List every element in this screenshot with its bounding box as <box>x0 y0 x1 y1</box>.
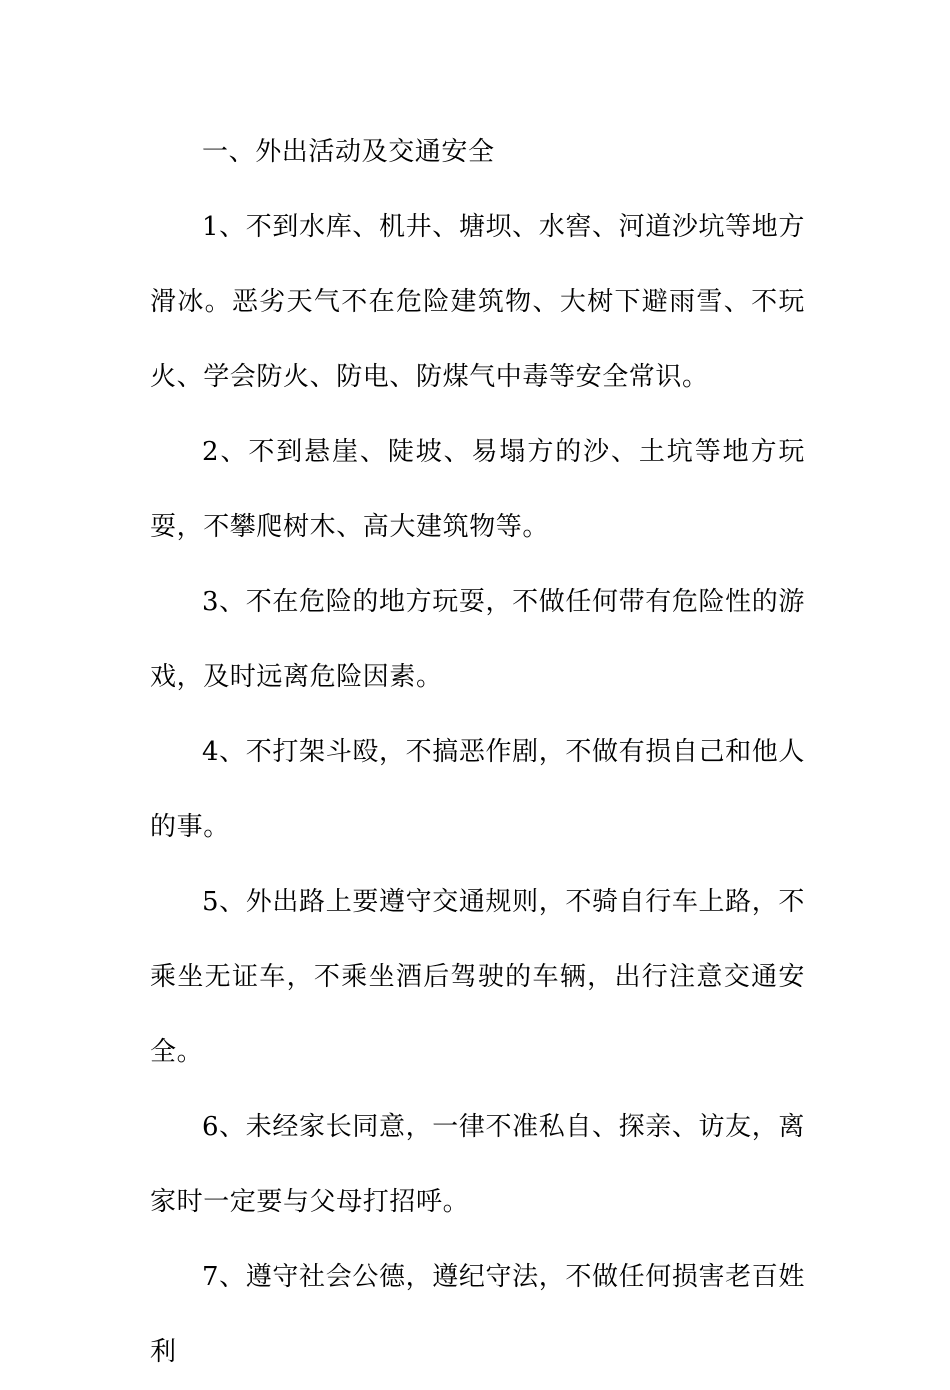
document-page <box>150 115 805 1390</box>
section-heading: 一、外出活动及交通安全 <box>202 137 495 167</box>
paragraph-5: 5、外出路上要遵守交通规则，不骑自行车上路，不乘坐无证车，不乘坐酒后驾驶的车辆，出行注意交通安全。 <box>150 887 805 1067</box>
paragraph-7: 7、遵守社会公德，遵纪守法，不做任何损害老百姓利 <box>150 1262 805 1367</box>
paragraph-4: 4、不打架斗殴，不搞恶作剧，不做有损自己和他人的事。 <box>150 737 805 842</box>
paragraph-3: 3、不在危险的地方玩耍，不做任何带有危险性的游戏，及时远离危险因素。 <box>150 587 805 692</box>
paragraph-2: 2、不到悬崖、陡坡、易塌方的沙、土坑等地方玩耍，不攀爬树木、高大建筑物等。 <box>150 437 805 542</box>
paragraph-1: 1、不到水库、机井、塘坝、水窖、河道沙坑等地方滑冰。恶劣天气不在危险建筑物、大树下避雨雪、不玩火、学会防火、防电、防煤气中毒等安全常识。 <box>150 212 805 392</box>
paragraph-6: 6、未经家长同意，一律不准私自、探亲、访友，离家时一定要与父母打招呼。 <box>150 1112 805 1217</box>
